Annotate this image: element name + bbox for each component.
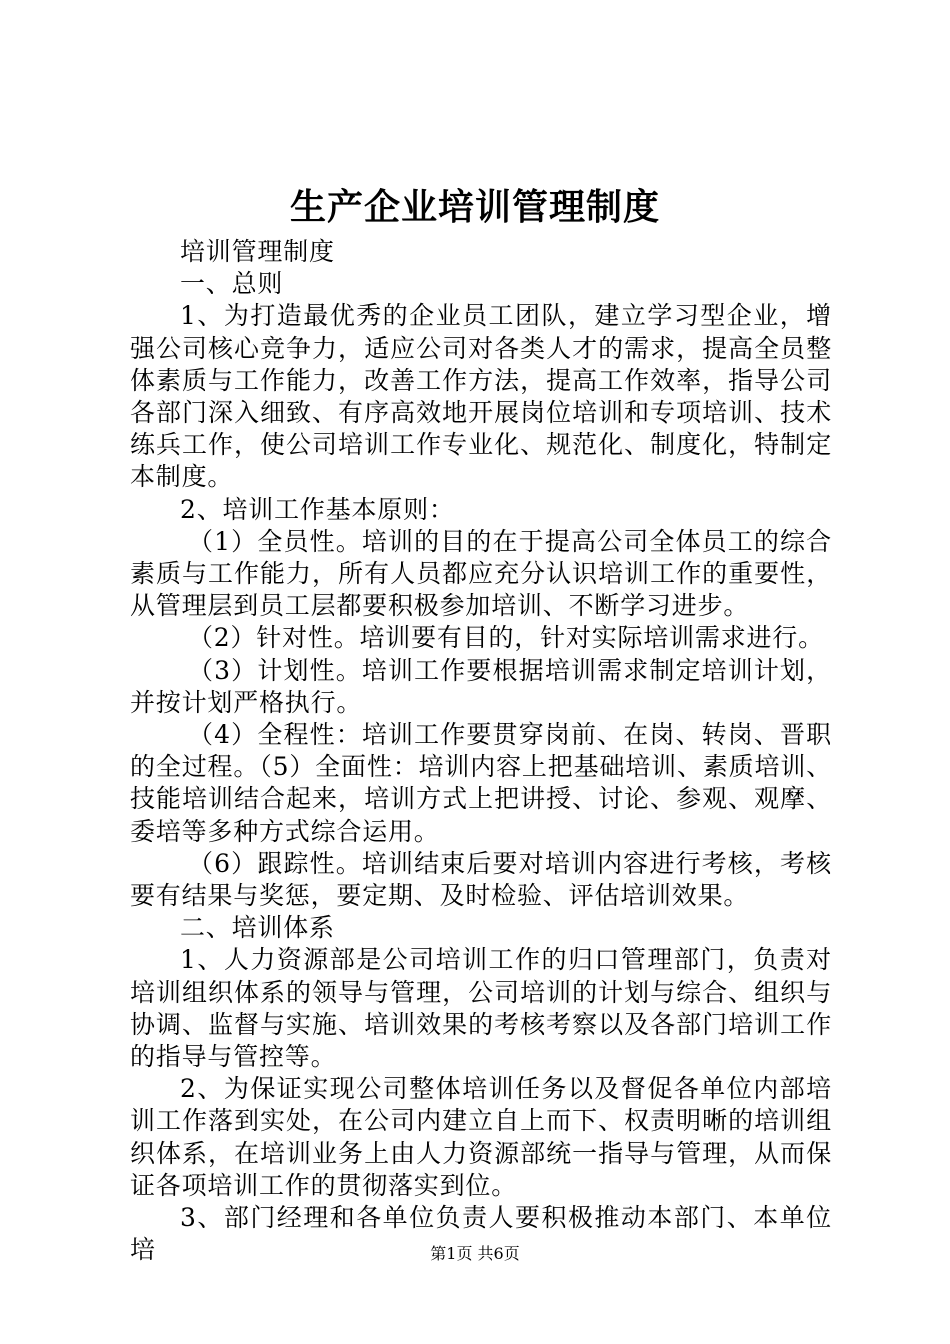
paragraph: 2、为保证实现公司整体培训任务以及督促各单位内部培训工作落到实处，在公司内建立自上而下、权责明晰的培训组织体系，在培训业务上由人力资源部统一指导与管理，从而保证各项培训工作的贯彻落实到位。 bbox=[130, 1074, 832, 1200]
paragraph: 2、培训工作基本原则： bbox=[180, 494, 455, 524]
paragraph: （2）针对性。培训要有目的，针对实际培训需求进行。 bbox=[188, 623, 824, 653]
paragraph: （6）跟踪性。培训结束后要对培训内容进行考核，考核要有结果与奖惩，要定期、及时检验、评估培训效果。 bbox=[130, 848, 832, 911]
paragraph: （1）全员性。培训的目的在于提高公司全体员工的综合素质与工作能力，所有人员都应充分认识培训工作的重要性，从管理层到员工层都要积极参加培训、不断学习进步。 bbox=[130, 526, 832, 621]
paragraph: （4）全程性：培训工作要贯穿岗前、在岗、转岗、晋职的全过程。（5）全面性：培训内容上把基础培训、素质培训、技能培训结合起来，培训方式上把讲授、讨论、参观、观摩、委培等多种方式综合运用。 bbox=[130, 720, 832, 846]
document-body bbox=[130, 236, 832, 1267]
paragraph: 3、部门经理和各单位负责人要积极推动本部门、本单位培 bbox=[130, 1203, 832, 1265]
page-number-footer: 第1页 共6页 bbox=[430, 1244, 520, 1263]
paragraph: 1、人力资源部是公司培训工作的归口管理部门，负责对培训组织体系的领导与管理，公司培训的计划与综合、组织与协调、监督与实施、培训效果的考核考察以及各部门培训工作的指导与管控等。 bbox=[130, 945, 832, 1072]
document-title: 生产企业培训管理制度 bbox=[289, 186, 660, 228]
paragraph-subtitle: 培训管理制度 bbox=[180, 237, 335, 266]
paragraph-section-heading-general: 一、总则 bbox=[180, 269, 284, 299]
paragraph-section-heading-system: 二、培训体系 bbox=[180, 913, 335, 943]
paragraph: 1、为打造最优秀的企业员工团队，建立学习型企业，增强公司核心竞争力，适应公司对各类人才的需求，提高全员整体素质与工作能力，改善工作方法，提高工作效率，指导公司各部门深入细致、有序高效地开展岗位培训和专项培训、技术练兵工作，使公司培训工作专业化、规范化、制度化，特制定本制度。 bbox=[130, 301, 832, 492]
paragraph: （3）计划性。培训工作要根据培训需求制定培训计划，并按计划严格执行。 bbox=[130, 655, 832, 717]
